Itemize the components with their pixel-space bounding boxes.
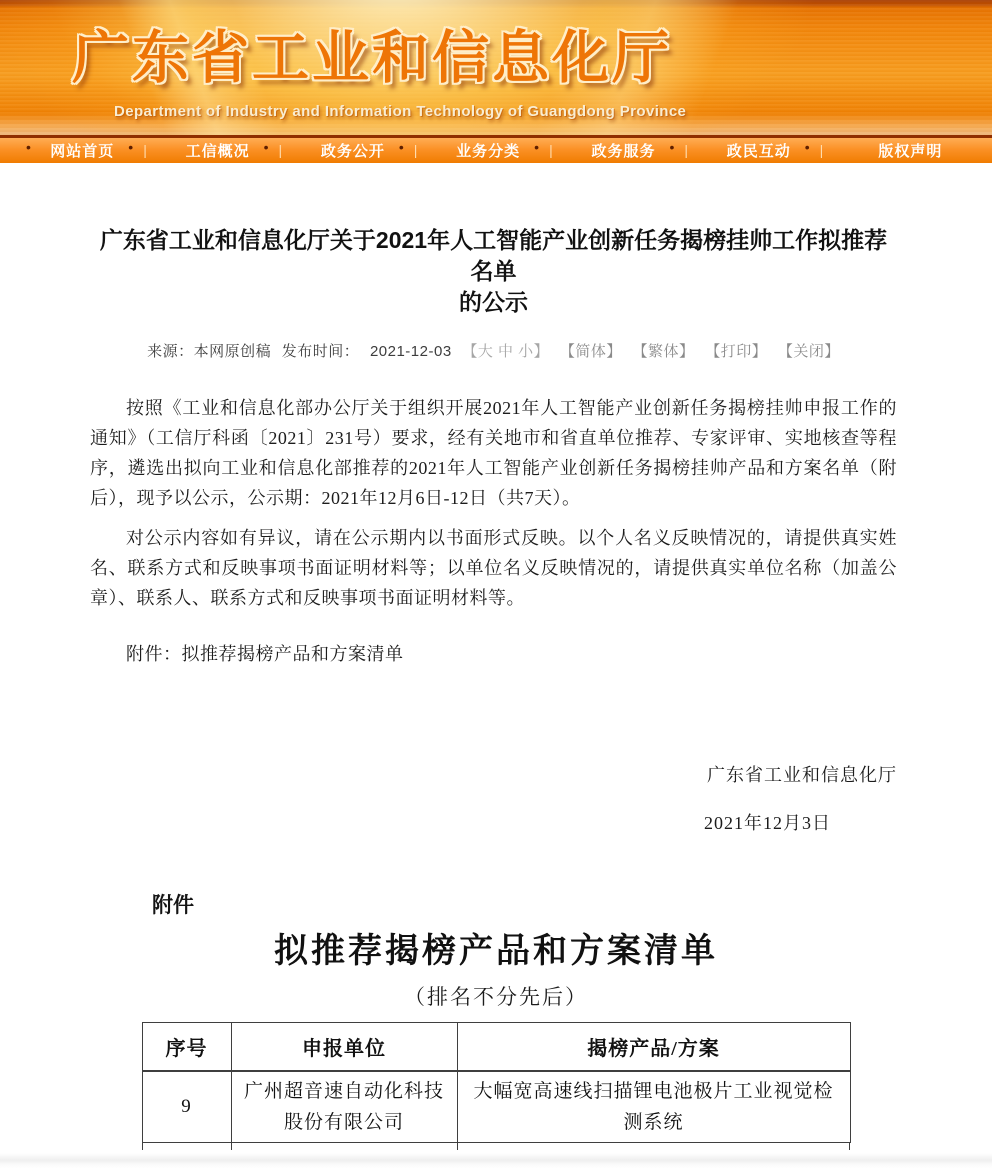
attachment-title: 拟推荐揭榜产品和方案清单 bbox=[274, 933, 718, 970]
table-header-no: 序号 bbox=[142, 1023, 231, 1071]
paragraph-1: 按照《工业和信息化部办公厅关于组织开展2021年人工智能产业创新任务揭榜挂帅申报工作的通知》（工信厅科函〔2021〕231号）要求，经有关地市和省直单位推荐、专家评审、实地核查等程序，遴选出拟向工业和信息化部推荐的2021年人工智能产业创新任务揭榜挂帅产品和方案名单（附后），现予以公示，公示期：2021年12月6日-12日（共7天）。 bbox=[90, 398, 897, 508]
nav-separator: | bbox=[143, 141, 147, 158]
nav-item-interaction[interactable]: 政民互动 bbox=[726, 143, 791, 160]
table-header-applicant: 申报单位 bbox=[231, 1023, 457, 1071]
nav-bullet-icon: • bbox=[534, 138, 540, 155]
article-content bbox=[0, 163, 897, 835]
article-title-line1: 广东省工业和信息化厅关于2021年人工智能产业创新任务揭榜挂帅工作拟推荐名单 bbox=[99, 227, 888, 284]
nav-item-home[interactable]: 网站首页 bbox=[50, 143, 115, 160]
attachment-reference-line: 附件：拟推荐揭榜产品和方案清单 bbox=[126, 644, 404, 664]
table-cell-product: 大幅宽高速线扫描锂电池极片工业视觉检测系统 bbox=[457, 1071, 850, 1143]
nav-bullet-icon: • bbox=[128, 138, 134, 155]
table-header-product: 揭榜产品/方案 bbox=[457, 1023, 850, 1071]
nav-item-gov-affairs[interactable]: 政务公开 bbox=[320, 143, 385, 160]
nav-bullet-icon: • bbox=[669, 138, 675, 155]
nav-group-copyright bbox=[843, 140, 978, 161]
nav-group-interaction bbox=[707, 140, 842, 161]
recommendation-table bbox=[142, 1022, 851, 1143]
signature-date: 2021年12月3日 bbox=[704, 813, 831, 833]
attachment-section bbox=[0, 889, 992, 1169]
table-cell-no: 9 bbox=[142, 1071, 231, 1143]
article-title-line2: 的公示 bbox=[459, 289, 528, 315]
nav-separator: | bbox=[684, 141, 689, 158]
nav-bullet-icon: • bbox=[804, 138, 810, 155]
nav-bullet-icon: • bbox=[263, 138, 269, 155]
nav-group-home bbox=[31, 140, 166, 161]
nav-separator: | bbox=[278, 141, 283, 158]
site-banner bbox=[0, 0, 992, 135]
close-button[interactable]: 【关闭】 bbox=[777, 343, 840, 360]
table-cutoff-stub bbox=[142, 1143, 850, 1150]
nav-separator: | bbox=[549, 141, 553, 158]
nav-group-gov-affairs bbox=[302, 140, 437, 161]
nav-separator: | bbox=[819, 141, 824, 158]
font-size-switch-button[interactable]: 【大 中 小】 bbox=[462, 343, 550, 360]
site-subtitle: Department of Industry and Information Technology of Guangdong Province bbox=[114, 103, 687, 120]
nav-group-services bbox=[572, 140, 707, 161]
nav-separator: | bbox=[413, 141, 418, 158]
meta-source: 来源：本网原创稿 bbox=[147, 343, 272, 360]
nav-item-copyright[interactable]: 版权声明 bbox=[878, 143, 943, 160]
meta-publish-date: 2021-12-03 bbox=[369, 343, 452, 360]
print-button[interactable]: 【打印】 bbox=[705, 343, 768, 360]
nav-bullet-icon: • bbox=[398, 138, 404, 155]
article-title bbox=[90, 225, 897, 318]
table-header-row bbox=[142, 1023, 850, 1071]
traditional-button[interactable]: 【繁体】 bbox=[632, 343, 695, 360]
signature-agency: 广东省工业和信息化厅 bbox=[707, 765, 897, 785]
table-row bbox=[142, 1071, 850, 1143]
site-title: 广东省工业和信息化厅 bbox=[72, 26, 672, 90]
simplified-button[interactable]: 【简体】 bbox=[559, 343, 622, 360]
nav-item-business[interactable]: 业务分类 bbox=[456, 143, 521, 160]
table-cell-applicant: 广州超音速自动化科技股份有限公司 bbox=[231, 1071, 457, 1143]
attachment-subtitle: （排名不分先后） bbox=[404, 985, 588, 1009]
meta-publish-label: 发布时间： bbox=[281, 343, 360, 360]
nav-group-business bbox=[437, 140, 572, 161]
nav-item-services[interactable]: 政务服务 bbox=[591, 143, 656, 160]
nav-item-overview[interactable]: 工信概况 bbox=[185, 143, 250, 160]
attachment-label: 附件 bbox=[152, 894, 194, 917]
paragraph-2: 对公示内容如有异议，请在公示期内以书面形式反映。以个人名义反映情况的，请提供真实姓名、联系方式和反映事项书面证明材料等；以单位名义反映情况的，请提供真实单位名称（加盖公章）、联系人、联系方式和反映事项书面证明材料等。 bbox=[90, 528, 897, 608]
top-navigation bbox=[0, 135, 992, 163]
page-bottom-fade bbox=[0, 1153, 992, 1169]
nav-bullet-icon: • bbox=[26, 138, 31, 155]
nav-group-overview bbox=[166, 140, 301, 161]
article-meta bbox=[90, 340, 897, 361]
